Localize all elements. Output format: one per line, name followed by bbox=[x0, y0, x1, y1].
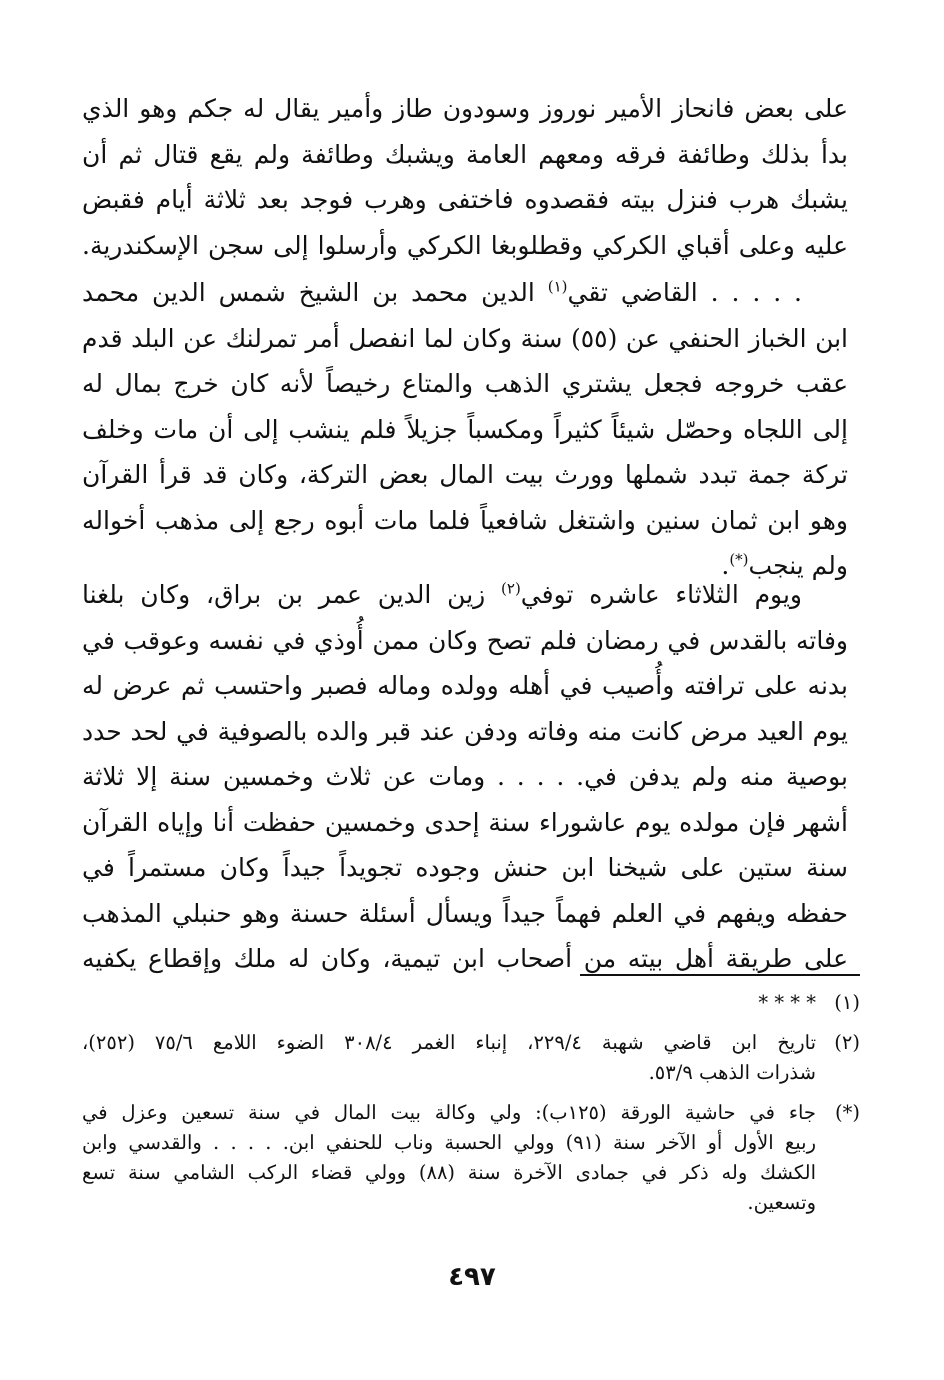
text-line: سنة ستين على شيخنا ابن حنش وجوده تجويداً جيداً وكان مستمراً في bbox=[82, 853, 848, 882]
text-segment: ولم ينجب bbox=[748, 551, 848, 580]
paragraph-3 bbox=[82, 572, 848, 982]
footnote-line: شذرات الذهب ٥٣/٩. bbox=[648, 1061, 816, 1084]
paragraph-first-line bbox=[82, 572, 848, 618]
text-line: بدنه على ترافته وأُصيب في أهله وولده وماله فصبر واحتسب ثم عرض له bbox=[82, 671, 848, 700]
paragraph-1 bbox=[82, 86, 848, 268]
text-line: على طريقة أهل بيته من أصحاب ابن تيمية، وكان له ملك وإقطاع يكفيه bbox=[82, 944, 848, 973]
text-line: وهو ابن ثمان سنين واشتغل شافعياً فلما مات أبوه رجع إلى مذهب أخواله bbox=[82, 505, 848, 535]
paragraph-first-line bbox=[82, 270, 848, 316]
text-line: بدأ بذلك وطائفة فرقه ومعهم العامة ويشبك وطائفة ولم يقع قتال ثم أن bbox=[82, 139, 848, 169]
footnote-reference[interactable]: (*) bbox=[729, 550, 749, 569]
text-segment: الدين محمد بن الشيخ شمس الدين محمد bbox=[82, 278, 548, 307]
footnote-text bbox=[82, 988, 816, 1018]
text-line: عقب خروجه فجعل يشتري الذهب والمتاع رخيصاً لأنه كان خرج بمال له bbox=[82, 369, 848, 398]
text-line: يشبك هرب فنزل بيته فقصدوه فاختفى وهرب فوجد بعد ثلاثة أيام فقبض bbox=[82, 185, 848, 214]
paragraph-2 bbox=[82, 270, 848, 589]
text-line: ابن الخباز الحنفي عن (٥٥) سنة وكان لما انفصل أمر تمرلنك عن البلد قدم bbox=[82, 323, 849, 353]
text-line: بوصية منه ولم يدفن في. . . . . ومات عن ثلاث وخمسين سنة إلا ثلاثة bbox=[82, 762, 848, 791]
text-line: إلى اللجاه وحصّل شيئاً كثيراً ومكسباً جزيلاً فلم ينشب إلى أن مات وخلف bbox=[82, 414, 848, 444]
text-line: حفظه ويفهم في العلم فهماً جيداً ويسأل أسئلة حسنة وهو حنبلي المذهب bbox=[82, 898, 848, 928]
footnote-star bbox=[82, 1098, 860, 1218]
footnote-marker: (*) bbox=[835, 1101, 860, 1124]
text-line: وفاته بالقدس في رمضان فلم تصح وكان ممن أُوذي في نفسه وعوقب في bbox=[82, 625, 848, 655]
footnotes bbox=[82, 988, 860, 1228]
text-line: على بعض فانحاز الأمير نوروز وسودون طاز وأمير يقال له جكم وهو الذي bbox=[82, 94, 848, 123]
footnote-reference[interactable]: (١) bbox=[547, 277, 568, 296]
text-line: عليه وعلى أقباي الكركي وقطلوبغا الكركي وأرسلوا إلى سجن الإسكندرية. bbox=[82, 230, 848, 260]
page-number: ٤٩٧ bbox=[448, 1262, 496, 1292]
footnote-reference[interactable]: (٢) bbox=[501, 579, 521, 598]
footnote-marker: (١) bbox=[834, 991, 860, 1014]
text-segment: زين الدين عمر بن براق، وكان بلغنا bbox=[82, 580, 502, 609]
text-segment: . . . . . القاضي تقي bbox=[567, 278, 803, 307]
footnote-line: الكشك وله ذكر في جمادى الآخرة سنة (٨٨) وولي قضاء الركب الشامي سنة تسع bbox=[82, 1161, 816, 1184]
text-line: تركة جمة تبدد شملها وورث بيت المال بعض التركة، وكان قد قرأ القرآن bbox=[82, 460, 848, 489]
footnote-text bbox=[82, 1098, 816, 1218]
footnote-marker: (٢) bbox=[834, 1031, 860, 1054]
footnote-line: * * * * bbox=[758, 991, 816, 1014]
footnote-line: وتسعين. bbox=[747, 1191, 816, 1214]
footnote-separator bbox=[580, 974, 860, 976]
footnote-line: ربيع الأول أو الآخر سنة (٩١) وولي الحسبة وناب للحنفي ابن. . . . . والقدسي وابن bbox=[82, 1131, 816, 1154]
text-segment: ويوم الثلاثاء عاشره توفي bbox=[520, 580, 802, 609]
text-line: يوم العيد مرض كانت منه وفاته ودفن عند قبر والده بالصوفية في لحد حدد bbox=[82, 716, 848, 746]
footnote-1 bbox=[82, 988, 860, 1018]
footnote-line: جاء في حاشية الورقة (١٢٥ب): ولي وكالة بيت المال في سنة تسعين وعزل في bbox=[82, 1101, 816, 1124]
text-segment: . bbox=[721, 551, 730, 580]
footnote-line: تاريخ ابن قاضي شهبة ٢٢٩/٤، إنباء الغمر ٣٠٨/٤ الضوء اللامع ٧٥/٦ (٢٥٢)، bbox=[82, 1031, 816, 1054]
footnote-text bbox=[82, 1028, 816, 1088]
footnote-2 bbox=[82, 1028, 860, 1088]
text-line: أشهر فإن مولده يوم عاشوراء سنة إحدى وخمسين حفظت أنا وإياه القرآن bbox=[82, 807, 848, 837]
